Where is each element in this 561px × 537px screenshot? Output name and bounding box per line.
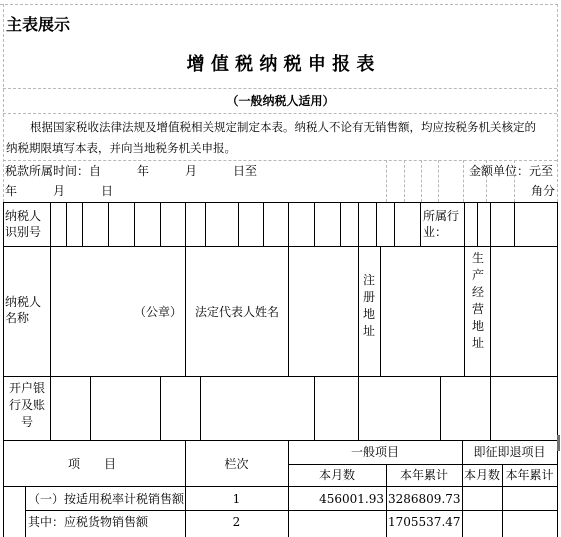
- rule: [108, 202, 109, 246]
- group-header-general: 一般项目: [350, 445, 399, 459]
- rule: [440, 376, 441, 440]
- rule: [3, 246, 558, 247]
- bank-account-label: 开户银行及账号: [8, 381, 45, 429]
- rule: [25, 486, 26, 537]
- reg-address-label: 注册地址: [362, 273, 375, 338]
- guide-line: [421, 160, 422, 202]
- scrollbar-thumb[interactable]: [557, 435, 560, 451]
- rule: [340, 202, 341, 246]
- guide-line: [386, 160, 387, 202]
- table-row-month: 456001.93: [319, 492, 384, 506]
- col-header-item: 项 目: [68, 457, 117, 471]
- rule: [314, 202, 315, 246]
- notice-line-1: 根据国家税收法律法规及增值税相关规定制定本表。纳税人不论有无销售额，均应按税务机关核定的: [30, 120, 536, 134]
- period-line-1: 税款所属时间：自 年 月 日至: [5, 164, 258, 178]
- amount-unit-cont: 角分: [531, 184, 556, 198]
- section-title: 主表展示: [6, 15, 71, 34]
- rule: [160, 202, 161, 246]
- col-header-month: 本月数: [318, 468, 355, 482]
- rule: [3, 486, 558, 487]
- col-header-refund-ytd: 本年累计: [505, 468, 554, 482]
- table-row-item: 其中：应税货物销售额: [28, 515, 149, 529]
- rule: [90, 376, 91, 440]
- rule: [200, 376, 201, 440]
- rule: [205, 202, 206, 246]
- rule: [160, 376, 161, 440]
- guide-line: [463, 160, 464, 202]
- rule: [376, 202, 377, 246]
- rule: [358, 202, 359, 376]
- rule: [3, 376, 558, 377]
- col-header-line: 栏次: [224, 457, 249, 471]
- rule: [134, 202, 135, 246]
- rule: [82, 202, 83, 246]
- rule: [314, 376, 315, 440]
- rule: [490, 376, 491, 440]
- guide-line: [0, 4, 558, 5]
- col-header-ytd: 本年累计: [399, 468, 448, 482]
- rule: [288, 464, 557, 465]
- rule: [3, 202, 558, 203]
- table-row-line: 1: [232, 492, 241, 506]
- rule: [380, 246, 381, 376]
- rule: [3, 440, 558, 441]
- table-row-ytd: 3286809.73: [388, 492, 461, 506]
- taxpayer-name-label: 纳税人名称: [5, 295, 42, 325]
- rule: [464, 202, 465, 376]
- guide-line: [438, 160, 439, 202]
- guide-line: [3, 88, 557, 89]
- seal-label: （公章）: [134, 305, 183, 319]
- form-subtitle: （一般纳税人适用）: [226, 94, 335, 108]
- table-row-line: 2: [232, 515, 241, 529]
- rule: [514, 202, 515, 246]
- table-row-item: （一）按适用税率计税销售额: [28, 492, 185, 506]
- rule: [420, 202, 421, 246]
- rule: [263, 202, 264, 246]
- amount-unit: 金额单位：元至: [469, 164, 554, 178]
- guide-line: [3, 160, 557, 161]
- table-row-ytd: 1705537.47: [388, 515, 461, 529]
- group-header-refund: 即征即退项目: [473, 445, 546, 459]
- col-header-refund-month: 本月数: [463, 468, 500, 482]
- form-title: 增 值 税 纳 税 申 报 表: [186, 54, 375, 75]
- rule: [50, 376, 51, 440]
- rule: [25, 510, 558, 511]
- guide-line: [3, 113, 557, 114]
- rule: [66, 202, 67, 246]
- period-line-2: 年 月 日: [5, 184, 114, 198]
- rule: [477, 202, 478, 246]
- rule: [185, 202, 186, 376]
- rule: [490, 202, 491, 376]
- rule: [50, 202, 51, 376]
- rule: [394, 202, 395, 246]
- business-address-label: 生产经营地址: [471, 251, 484, 350]
- guide-line: [404, 160, 405, 202]
- notice-line-2: 纳税期限填写本表，并向当地税务机关申报。: [6, 141, 236, 155]
- rule: [288, 202, 289, 376]
- taxpayer-id-label: 纳税人识别号: [5, 209, 42, 239]
- rule: [238, 202, 239, 246]
- legal-rep-label: 法定代表人姓名: [195, 305, 280, 319]
- rule: [358, 376, 359, 440]
- industry-label: 所属行业：: [423, 209, 460, 239]
